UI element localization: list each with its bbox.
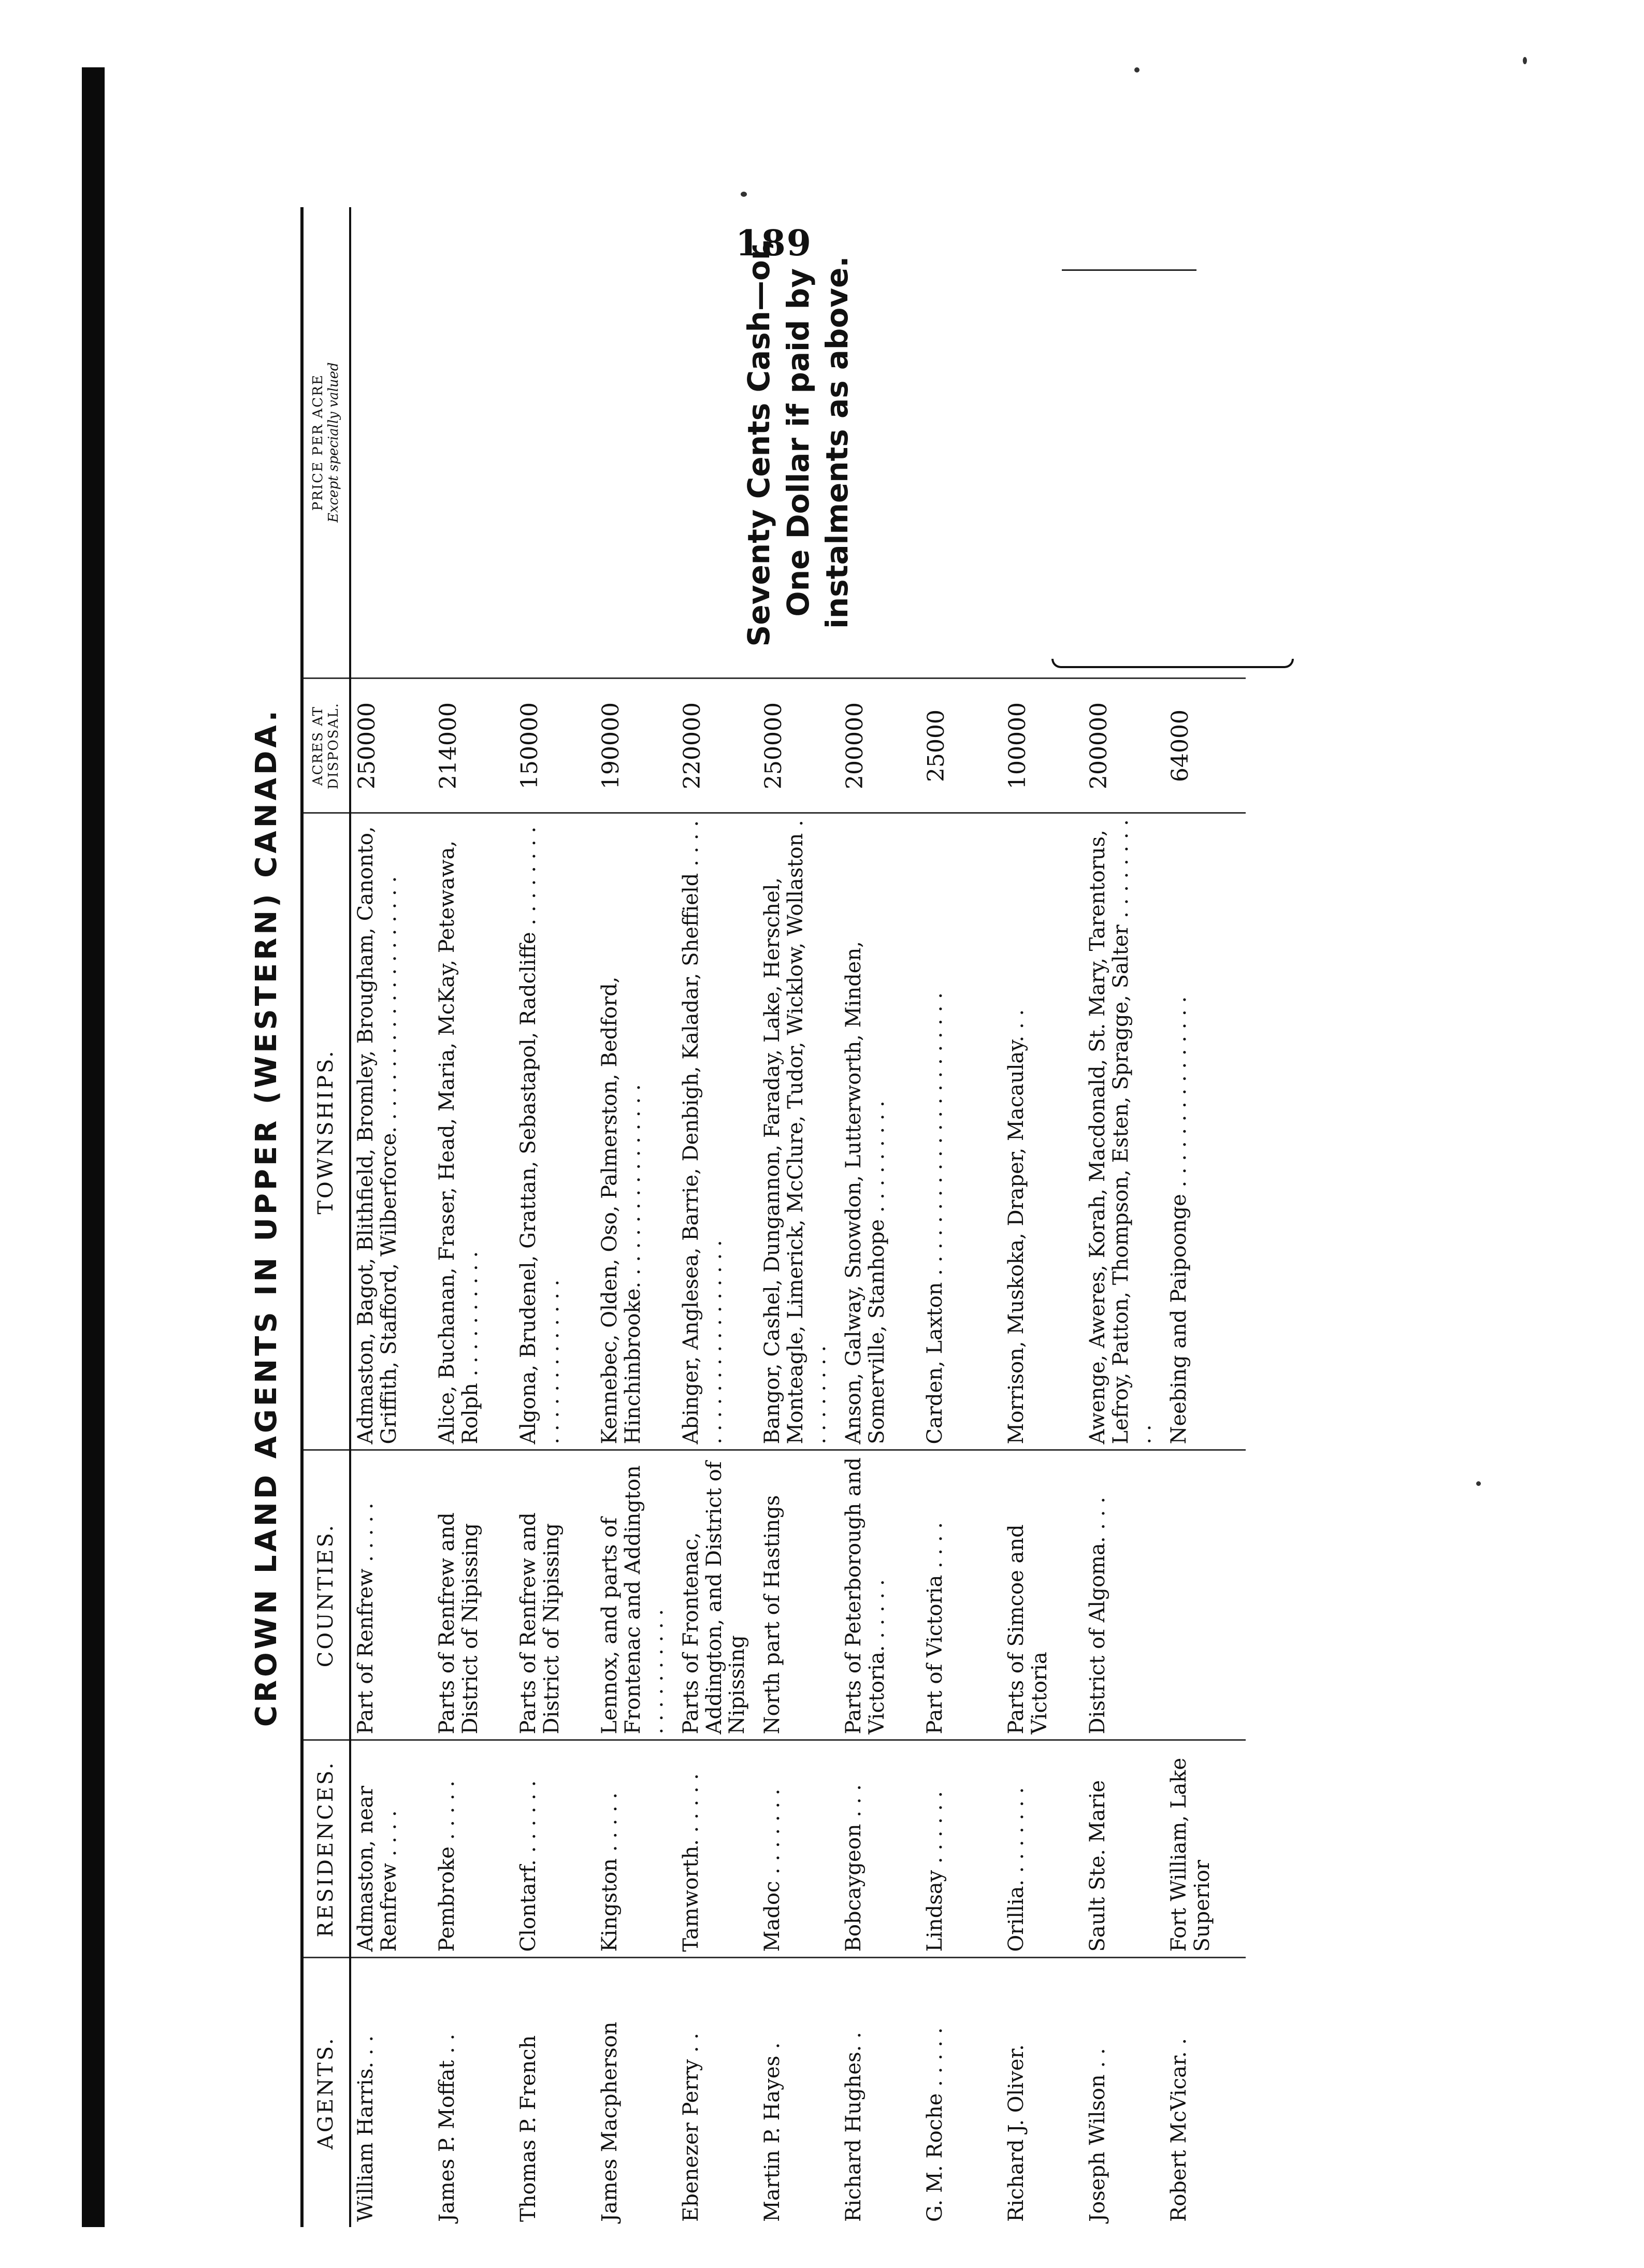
agent-cell: G. M. Roche . . . . . [920, 1958, 1002, 2227]
agent-cell: Joseph Wilson . . [1083, 1958, 1164, 2227]
residence-cell: Kingston . . . . . [595, 1740, 676, 1958]
crown-land-agents-table [300, 207, 1246, 2227]
acres-cell: 190000 [595, 678, 676, 813]
table-body [350, 207, 1246, 2227]
column-header-acres: ACRES AT DISPOSAL. [302, 678, 350, 813]
acres-cell: 150000 [514, 678, 595, 813]
table-title: CROWN LAND AGENTS IN UPPER (WESTERN) CANADA. [250, 707, 283, 1727]
townships-cell: Carden, Laxton . . . . . . . . . . . . . . . . . . . . . . [920, 813, 1002, 1450]
print-speck [1523, 57, 1527, 64]
acres-cell: 214000 [432, 678, 514, 813]
county-cell: Parts of Renfrew and District of Nipissing [514, 1450, 595, 1740]
agent-cell: Robert McVicar. . [1164, 1958, 1246, 2227]
residence-cell: Sault Ste. Marie [1083, 1740, 1164, 1958]
townships-cell: Kennebec, Olden, Oso, Palmerston, Bedford, Hinchinbrooke. . . . . . . . . . . . . . . . [595, 813, 676, 1450]
residence-cell: Orillia. . . . . . . . [1002, 1740, 1083, 1958]
townships-cell: Neebing and Paipoonge . . . . . . . . . . . . . . . [1164, 813, 1246, 1450]
townships-cell: Algona, Brudenel, Grattan, Sebastapol, Radcliffe . . . . . . . . . . . . . . . . . . . . . [514, 813, 595, 1450]
residence-cell: Clontarf. . . . . . . [514, 1740, 595, 1958]
townships-cell: Anson, Galway, Snowdon, Lutterworth, Minden, Somerville, Stanhope . . . . . . . . . [839, 813, 920, 1450]
print-speck [741, 192, 747, 197]
county-cell: Part of Renfrew . . . . . [350, 1450, 432, 1740]
residence-cell: Pembroke . . . . . [432, 1740, 514, 1958]
residence-cell: Bobcaygeon . . . [839, 1740, 920, 1958]
table-row [350, 207, 432, 2227]
agent-cell: James Macpherson [595, 1958, 676, 2227]
county-cell: Parts of Peterborough and Victoria. . . . . . [839, 1450, 920, 1740]
table-header-row [302, 207, 350, 2227]
townships-cell: Awenge, Aweres, Korah, Macdonald, St. Mary, Tarentorus, Lefroy, Patton, Thompson, Esten, Spragge, Salter . . . . . . . . . . [1083, 813, 1164, 1450]
townships-cell: Abinger, Anglesea, Barrie, Denbigh, Kaladar, Sheffield . . . . . . . . . . . . . . . . . . . . [676, 813, 758, 1450]
print-speck [1134, 67, 1140, 73]
column-header-townships: TOWNSHIPS. [302, 813, 350, 1450]
acres-cell: 25000 [920, 678, 1002, 813]
county-cell: Parts of Frontenac, Addington, and District of Nipissing [676, 1450, 758, 1740]
residence-cell: Fort William, Lake Superior [1164, 1740, 1246, 1958]
acres-cell: 200000 [839, 678, 920, 813]
townships-cell: Alice, Buchanan, Fraser, Head, Maria, McKay, Petewawa, Rolph . . . . . . . . . . [432, 813, 514, 1450]
agent-cell: James P. Moffat . . [432, 1958, 514, 2227]
residence-cell: Lindsay . . . . . . [920, 1740, 1002, 1958]
column-header-agents: AGENTS. [302, 1958, 350, 2227]
townships-cell: Admaston, Bagot, Blithfield, Bromley, Brougham, Canonto, Griffith, Stafford, Wilberforce. . . . . . . . . . . . . . . . . . . . [350, 813, 432, 1450]
acres-cell: 200000 [1083, 678, 1164, 813]
acres-cell: 250000 [758, 678, 839, 813]
county-cell: Parts of Renfrew and District of Nipissing [432, 1450, 514, 1740]
print-speck [1476, 1481, 1481, 1486]
agent-cell: Richard J. Oliver. [1002, 1958, 1083, 2227]
county-cell: District of Algoma. . . . [1083, 1450, 1164, 1740]
column-header-residences: RESIDENCES. [302, 1740, 350, 1958]
acres-cell: 100000 [1002, 678, 1083, 813]
townships-cell: Morrison, Muskoka, Draper, Macaulay. . . [1002, 813, 1083, 1450]
acres-cell: 220000 [676, 678, 758, 813]
county-cell: Parts of Simcoe and Victoria [1002, 1450, 1083, 1740]
residence-cell: Madoc . . . . . . . [758, 1740, 839, 1958]
county-cell [1164, 1450, 1246, 1740]
agent-cell: Richard Hughes. . [839, 1958, 920, 2227]
book-spine-shadow [82, 67, 105, 2227]
acres-cell: 64000 [1164, 678, 1246, 813]
townships-cell: Bangor, Cashel, Dungannon, Faraday, Lake, Herschel, Monteagle, Limerick, McClure, Tudor, Wicklow, Wollaston . . . . . . . . . [758, 813, 839, 1450]
column-header-price [302, 207, 350, 678]
rotated-table-sheet [243, 207, 1321, 2227]
county-cell: Part of Victoria . . . . [920, 1450, 1002, 1740]
residence-cell: Admaston, near Renfrew . . . . [350, 1740, 432, 1958]
price-brace [1051, 659, 1294, 668]
page-number: 189 [736, 223, 812, 264]
price-per-acre-cell: Seventy Cents Cash—or, One Dollar if paid by instalments as above. [350, 207, 1246, 678]
price-header-line2: Except specially valued [325, 362, 341, 523]
agent-cell: Thomas P. French [514, 1958, 595, 2227]
column-header-counties: COUNTIES. [302, 1450, 350, 1740]
agent-cell: Martin P. Hayes . [758, 1958, 839, 2227]
county-cell: North part of Hastings [758, 1450, 839, 1740]
acres-cell: 250000 [350, 678, 432, 813]
agent-cell: William Harris. . . [350, 1958, 432, 2227]
price-header-line1: PRICE PER ACRE [310, 374, 326, 511]
residence-cell: Tamworth. . . . . . [676, 1740, 758, 1958]
agent-cell: Ebenezer Perry . . [676, 1958, 758, 2227]
county-cell: Lennox, and parts of Frontenac and Addington . . . . . . . . . . [595, 1450, 676, 1740]
